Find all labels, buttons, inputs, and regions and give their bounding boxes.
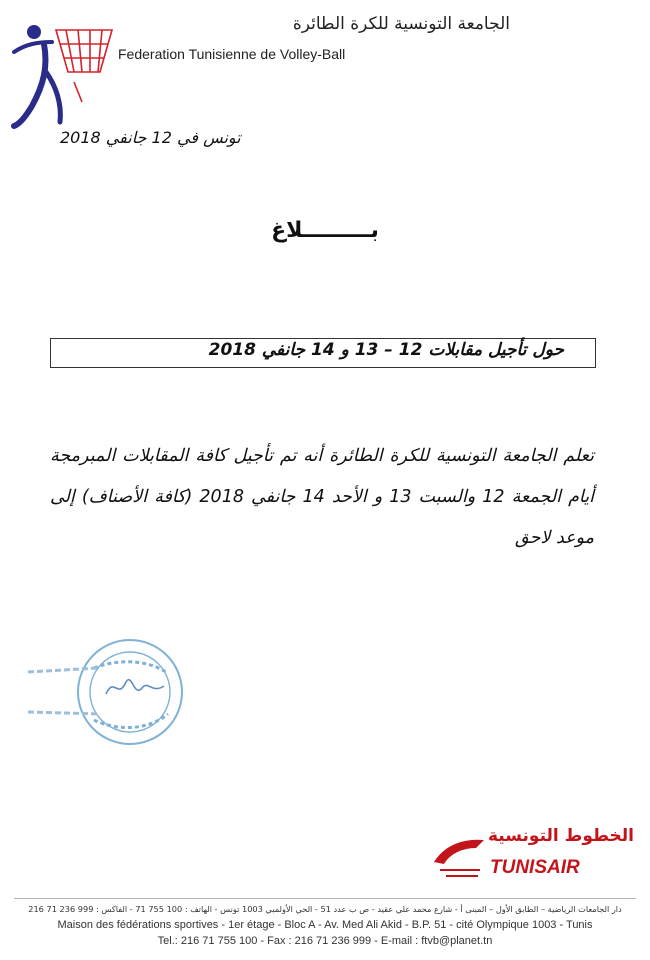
sponsor-name-arabic: الخطوط التونسية [488,826,634,846]
announcement-body: تعلم الجامعة التونسية للكرة الطائرة أنه تم تأجيل كافة المقابلات المبرمجة أيام الجمعة 12 والسبت 13 و الأحد 14 جانفي 2018 (كافة الأصناف) إلى موعد لاحق [50,446,594,548]
footer-address-arabic: دار الجامعات الرياضية – الطابق الأول – المبنى أ - شارع محمد علي عقيد - ص ب عدد 51 - الحي الأولمبي 1003 تونس - الهاتف : 100 755 71 - الفاكس : 999 236 71 216 [28,904,622,914]
handwritten-signature-icon [106,680,164,694]
federation-stamp-icon [18,628,188,756]
org-name-arabic: الجامعة التونسية للكرة الطائرة [292,14,510,34]
date-line: تونس في 12 جانفي 2018 [60,128,241,147]
subject-line: حول تأجيل مقابلات 12 – 13 و 14 جانفي 2018 [208,340,564,360]
footer-contact: Tel.: 216 71 755 100 - Fax : 216 71 236 999 - E-mail : ftvb@planet.tn [157,935,493,947]
org-name-french: Federation Tunisienne de Volley-Ball [118,46,346,62]
sponsor-name-english: TUNISAIR [490,857,580,878]
document-title: بـــــــــلاغ [271,218,379,243]
footer-divider [14,898,636,899]
federation-logo-icon [8,14,120,132]
footer-address-french: Maison des fédérations sportives - 1er étage - Bloc A - Av. Med Ali Akid - B.P. 51 - cité Olympique 1003 - Tunis [57,919,593,931]
